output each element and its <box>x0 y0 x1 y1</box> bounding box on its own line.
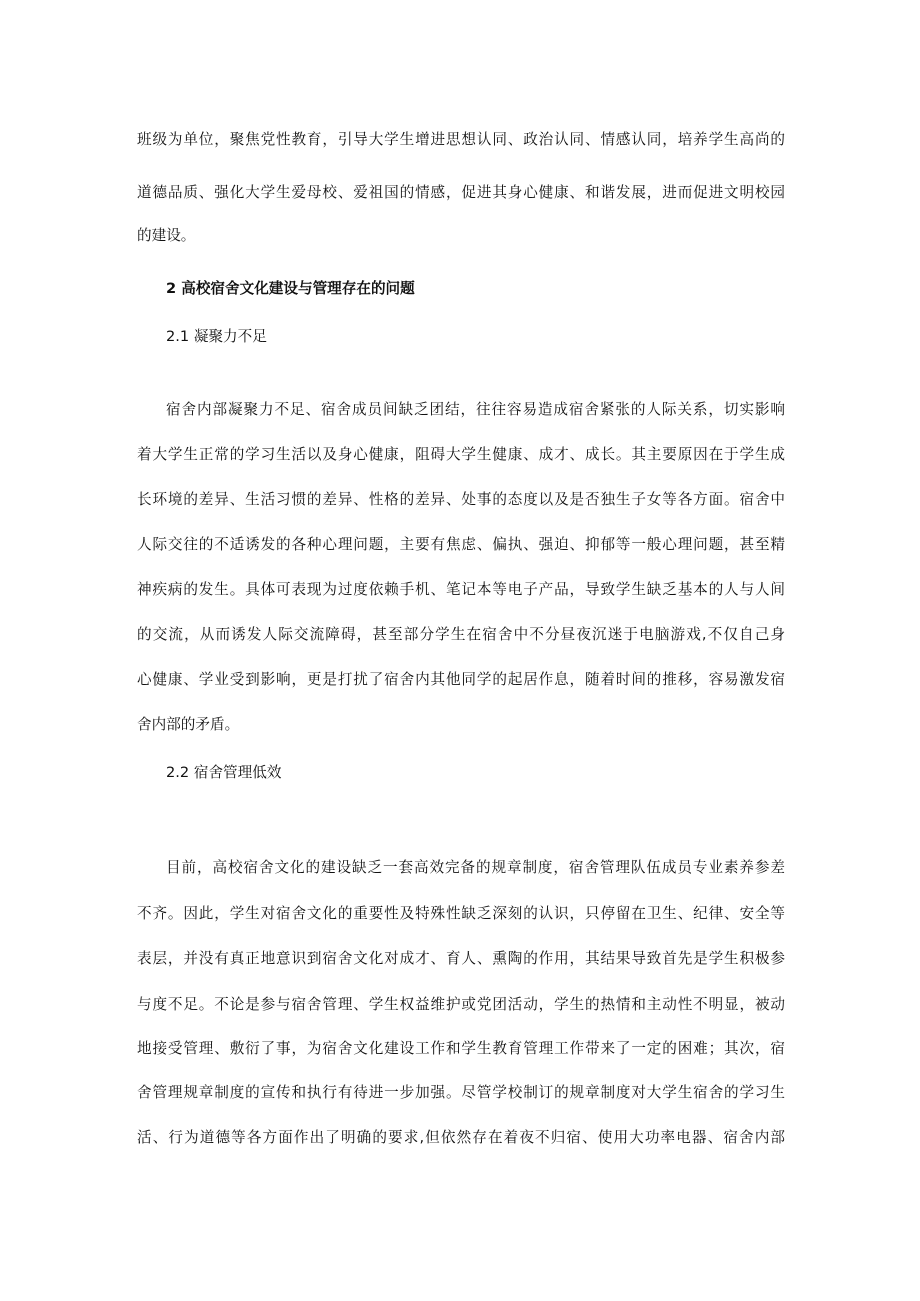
paragraph-line: 的交流，从而诱发人际交流障碍，甚至部分学生在宿舍中不分昼夜沉迷于电脑游戏,不仅自己身 <box>137 626 785 643</box>
paragraph-line: 不齐。因此，学生对宿舍文化的重要性及特殊性缺乏深刻的认识，只停留在卫生、纪律、安全等 <box>137 905 785 922</box>
paragraph-line: 舍内部的矛盾。 <box>137 716 240 733</box>
paragraph-line: 的建设。 <box>137 227 196 244</box>
paragraph-line: 心健康、学业受到影响，更是打扰了宿舍内其他同学的起居作息，随着时间的推移，容易激发宿 <box>137 671 785 688</box>
paragraph-line: 与度不足。不论是参与宿舍管理、学生权益维护或党团活动，学生的热情和主动性不明显，被动 <box>137 996 785 1013</box>
subsection-heading: 2.1 凝聚力不足 <box>166 328 267 345</box>
paragraph-line: 舍管理规章制度的宣传和执行有待进一步加强。尽管学校制订的规章制度对大学生宿舍的学习生 <box>137 1084 785 1101</box>
paragraph-line: 表层，并没有真正地意识到宿舍文化对成才、育人、熏陶的作用，其结果导致首先是学生积极参 <box>137 950 785 967</box>
paragraph-line: 宿舍内部凝聚力不足、宿舍成员间缺乏团结，往往容易造成宿舍紧张的人际关系，切实影响 <box>166 401 785 418</box>
paragraph-line: 目前，高校宿舍文化的建设缺乏一套高效完备的规章制度，宿舍管理队伍成员专业素养参差 <box>166 859 785 876</box>
section-heading: 2 高校宿舍文化建设与管理存在的问题 <box>166 280 415 297</box>
subsection-heading: 2.2 宿舍管理低效 <box>166 764 282 781</box>
paragraph-line: 班级为单位，聚焦党性教育，引导大学生增进思想认同、政治认同、情感认同，培养学生高尚的 <box>137 131 785 148</box>
paragraph-line: 地接受管理、敷衍了事，为宿舍文化建设工作和学生教育管理工作带来了一定的困难；其次，宿 <box>137 1040 785 1057</box>
paragraph-line: 神疾病的发生。具体可表现为过度依赖手机、笔记本等电子产品，导致学生缺乏基本的人与人间 <box>137 581 785 598</box>
paragraph-line: 道德品质、强化大学生爱母校、爱祖国的情感，促进其身心健康、和谐发展，进而促进文明校园 <box>137 184 785 201</box>
paragraph-line: 长环境的差异、生活习惯的差异、性格的差异、处事的态度以及是否独生子女等各方面。宿舍中 <box>137 491 785 508</box>
paragraph-line: 活、行为道德等各方面作出了明确的要求,但依然存在着夜不归宿、使用大功率电器、宿舍内部 <box>137 1129 785 1146</box>
paragraph-line: 人际交往的不适诱发的各种心理问题，主要有焦虑、偏执、强迫、抑郁等一般心理问题，甚至精 <box>137 536 785 553</box>
paragraph-line: 着大学生正常的学习生活以及身心健康，阻碍大学生健康、成才、成长。其主要原因在于学生成 <box>137 446 785 463</box>
